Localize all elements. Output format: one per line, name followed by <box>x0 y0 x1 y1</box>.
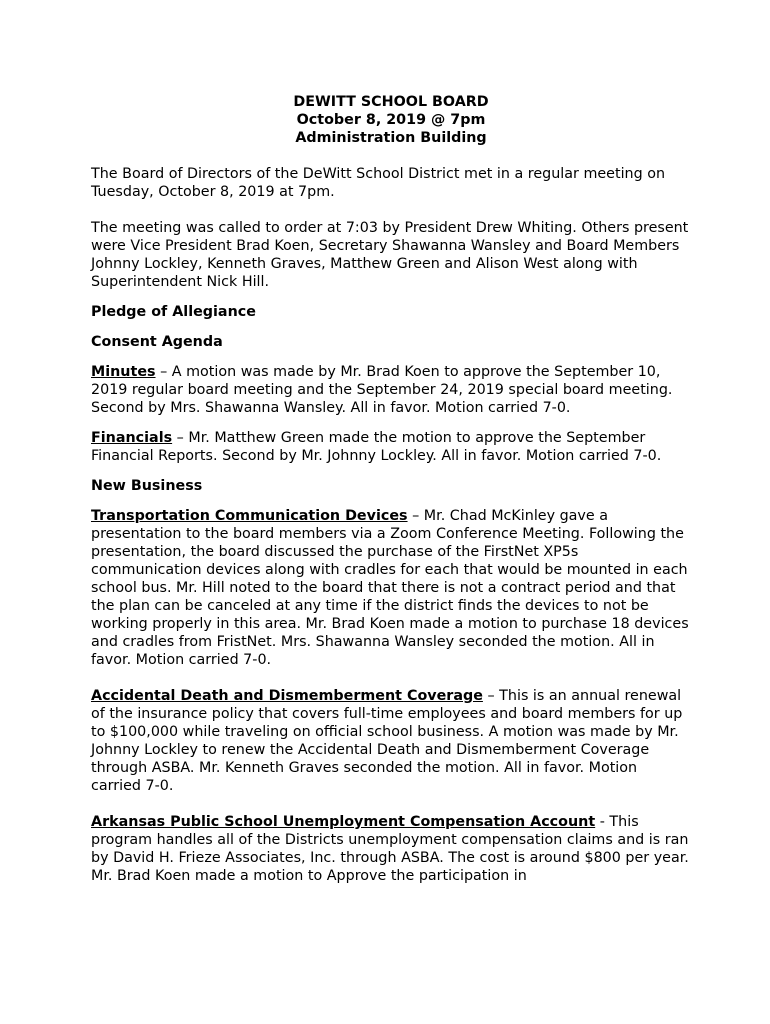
transportation-text: Mr. Chad McKinley gave a presentation to the board members via a Zoom Conference Meeting. Following the presentation, the board discussed the purchase of the FirstNet XP5s communication devices along with cradles for each that would be mounted in each school bus. Mr. Hill noted to the board that there is not a contract period and that the plan can be canceled at any time if the district finds the devices to not be working properly in this area. Mr. Brad Koen made a motion to purchase 18 devices and cradles from FristNet. Mrs. Shawanna Wansley seconded the motion. All in favor. Motion carried 7-0. <box>91 508 689 668</box>
transportation-separator: – <box>407 508 424 524</box>
financials-separator: – <box>172 430 189 446</box>
minutes-title: Minutes <box>91 364 156 380</box>
financials-title: Financials <box>91 430 173 446</box>
minutes-separator: – <box>155 364 172 380</box>
arkansas-separator: - <box>595 814 610 830</box>
accidental-text: This is an annual renewal of the insurance policy that covers full-time employees and board members for up to $100,000 while traveling on official school business. A motion was made by Mr. Johnny Lockley to renew the Accidental Death and Dismemberment Coverage through ASBA. Mr. Kenneth Graves seconded the motion. All in favor. Motion carried 7-0. <box>91 688 683 794</box>
accidental-separator: – <box>482 688 500 704</box>
header-location: Administration Building <box>295 130 487 146</box>
new-business-heading: New Business <box>91 478 203 494</box>
transportation-title: Transportation Communication Devices <box>91 508 408 524</box>
pledge-heading: Pledge of Allegiance <box>91 304 256 320</box>
consent-agenda-heading: Consent Agenda <box>91 334 223 350</box>
financials-paragraph <box>91 429 691 465</box>
accidental-title: Accidental Death and Dismemberment Coverage <box>91 688 483 704</box>
document-page <box>91 93 691 897</box>
transportation-paragraph <box>91 507 691 669</box>
call-to-order-paragraph: The meeting was called to order at 7:03 by President Drew Whiting. Others present were Vice President Brad Koen, Secretary Shawanna Wansley and Board Members Johnny Lockley, Kenneth Graves, Matthew Green and Alison West along with Superintendent Nick Hill. <box>91 220 689 290</box>
financials-text: Mr. Matthew Green made the motion to approve the September Financial Reports. Second by Mr. Johnny Lockley. All in favor. Motion carried 7-0. <box>91 430 662 464</box>
accidental-paragraph <box>91 687 691 795</box>
header-date: October 8, 2019 @ 7pm <box>296 112 486 128</box>
intro-paragraph: The Board of Directors of the DeWitt School District met in a regular meeting on Tuesday, October 8, 2019 at 7pm. <box>91 166 666 200</box>
arkansas-title: Arkansas Public School Unemployment Compensation Account <box>91 814 596 830</box>
minutes-text: A motion was made by Mr. Brad Koen to approve the September 10, 2019 regular board meeting and the September 24, 2019 special board meeting. Second by Mrs. Shawanna Wansley. All in favor. Motion carried 7-0. <box>91 364 673 416</box>
arkansas-paragraph <box>91 813 691 885</box>
arkansas-text: This program handles all of the Districts unemployment compensation claims and is ran by David H. Frieze Associates, Inc. through ASBA. The cost is around $800 per year. Mr. Brad Koen made a motion to Approve the participation in <box>91 814 689 884</box>
header-title: DEWITT SCHOOL BOARD <box>293 94 489 110</box>
document-header <box>91 93 691 147</box>
minutes-paragraph <box>91 363 691 417</box>
